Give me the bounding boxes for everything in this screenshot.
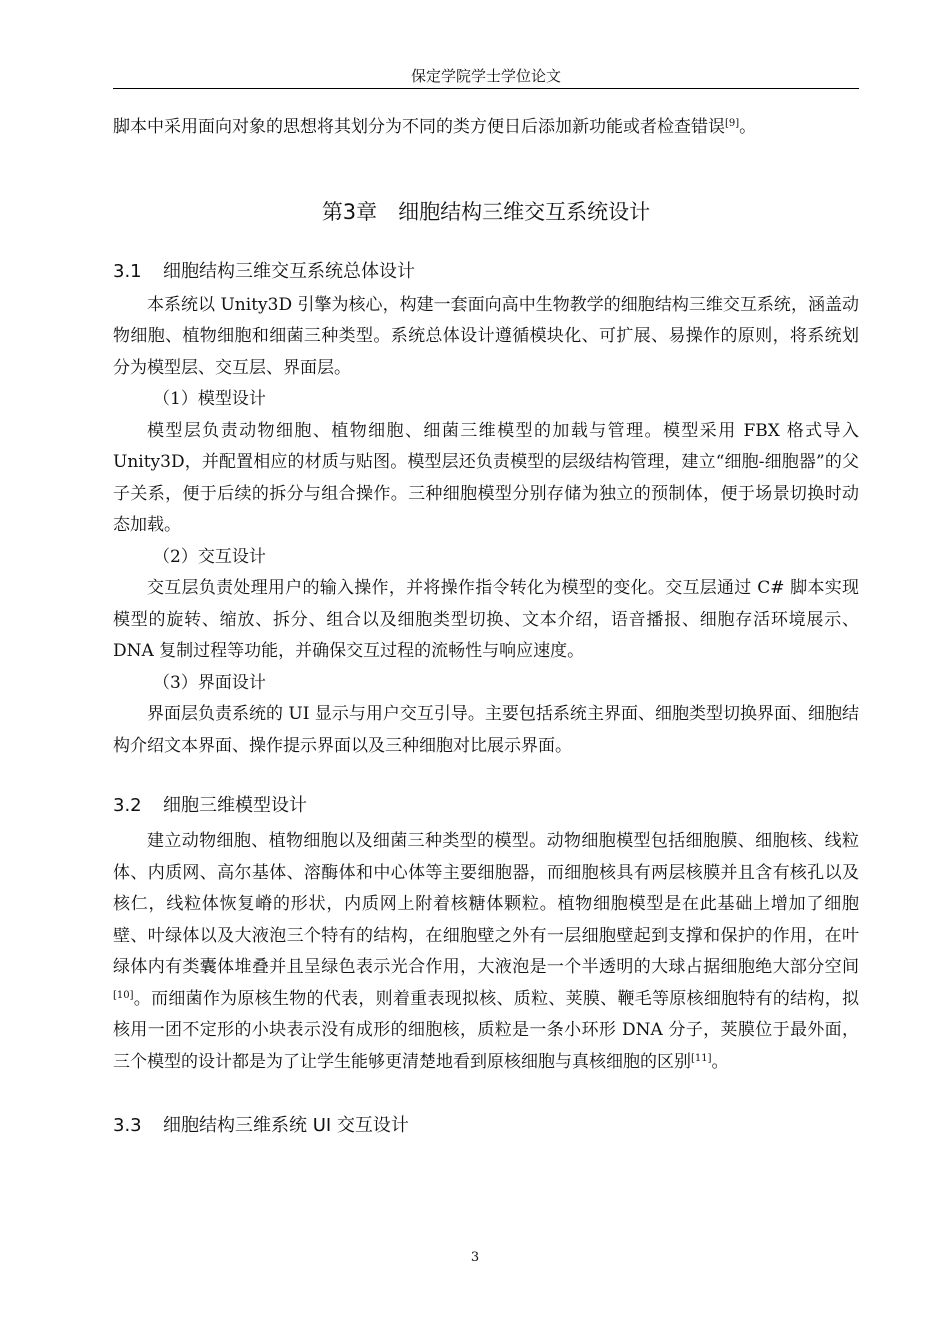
section-heading-3-3 — [113, 1110, 859, 1142]
subheading-interface: （3）界面设计 — [153, 672, 266, 693]
page-number: 3 — [470, 1250, 480, 1265]
intro-text: 脚本中采用面向对象的思想将其划分为不同的类方便日后添加新功能或者检查错误 — [113, 117, 725, 137]
citation: [10] — [113, 989, 134, 1001]
intro-paragraph — [113, 112, 859, 144]
chapter-title: 第3章 细胞结构三维交互系统设计 — [321, 199, 651, 224]
paragraph: 交互层负责处理用户的输入操作，并将操作指令转化为模型的变化。交互层通过 C# 脚本实现模型的旋转、缩放、拆分、组合以及细胞类型切换、文本介绍，语音播报、细胞存活环境展示、DNA 复制过程等功能，并确保交互过程的流畅性与响应速度。 — [113, 578, 859, 661]
section-number: 3.3 — [113, 1115, 142, 1136]
section-title: 细胞结构三维交互系统总体设计 — [163, 260, 415, 282]
subheading-interaction: （2）交互设计 — [153, 546, 266, 567]
paragraph — [113, 826, 859, 1078]
paragraph-text: 。而细菌作为原核生物的代表，则着重表现拟核、质粒、荚膜、鞭毛等原核细胞特有的结构，拟核用一团不定形的小块表示没有成形的细胞核，质粒是一条小环形 DNA 分子，荚膜位于最外面，三个模型的设计都是为了让学生能够更清楚地看到原核细胞与真核细胞的区别 — [113, 988, 859, 1072]
section-heading-3-2 — [113, 790, 859, 822]
paragraph: 模型层负责动物细胞、植物细胞、细菌三维模型的加载与管理。模型采用 FBX 格式导入 Unity3D，并配置相应的材质与贴图。模型层还负责模型的层级结构管理，建立“细胞-细胞器”的父子关系，便于后续的拆分与组合操作。三种细胞模型分别存储为独立的预制体，便于场景切换时动态加载。 — [113, 420, 859, 535]
paragraph-text: 建立动物细胞、植物细胞以及细菌三种类型的模型。动物细胞模型包括细胞膜、细胞核、线粒体、内质网、高尔基体、溶酶体和中心体等主要细胞器，而细胞核具有两层核膜并且含有核孔以及核仁，线粒体恢复嵴的形状，内质网上附着核糖体颗粒。植物细胞模型是在此基础上增加了细胞壁、叶绿体以及大液泡三个特有的结构，在细胞壁之外有一层细胞壁起到支撑和保护的作用，在叶绿体内有类囊体堆叠并且呈绿色表示光合作用，大液泡是一个半透明的大球占据细胞绝大部分空间 — [113, 831, 859, 977]
section-number: 3.2 — [113, 795, 142, 816]
citation: [9] — [725, 118, 740, 129]
section-title: 细胞结构三维系统 UI 交互设计 — [163, 1115, 409, 1136]
section-number: 3.1 — [113, 260, 142, 282]
header-rule — [113, 88, 859, 89]
paragraph: 界面层负责系统的 UI 显示与用户交互引导。主要包括系统主界面、细胞类型切换界面、细胞结构介绍文本界面、操作提示界面以及三种细胞对比展示界面。 — [113, 704, 859, 756]
paragraph: 本系统以 Unity3D 引擎为核心，构建一套面向高中生物教学的细胞结构三维交互系统，涵盖动物细胞、植物细胞和细菌三种类型。系统总体设计遵循模块化、可扩展、易操作的原则，将系统划分为模型层、交互层、界面层。 — [113, 294, 859, 378]
paragraph-text: 。 — [711, 1051, 729, 1072]
citation: [11] — [691, 1052, 712, 1064]
page-content — [113, 112, 859, 1142]
subheading-model: （1）模型设计 — [153, 389, 266, 409]
section-heading-3-1 — [113, 256, 859, 288]
section-title: 细胞三维模型设计 — [163, 795, 307, 816]
page-header: 保定学院学士学位论文 — [410, 67, 561, 85]
intro-end: 。 — [739, 117, 757, 137]
